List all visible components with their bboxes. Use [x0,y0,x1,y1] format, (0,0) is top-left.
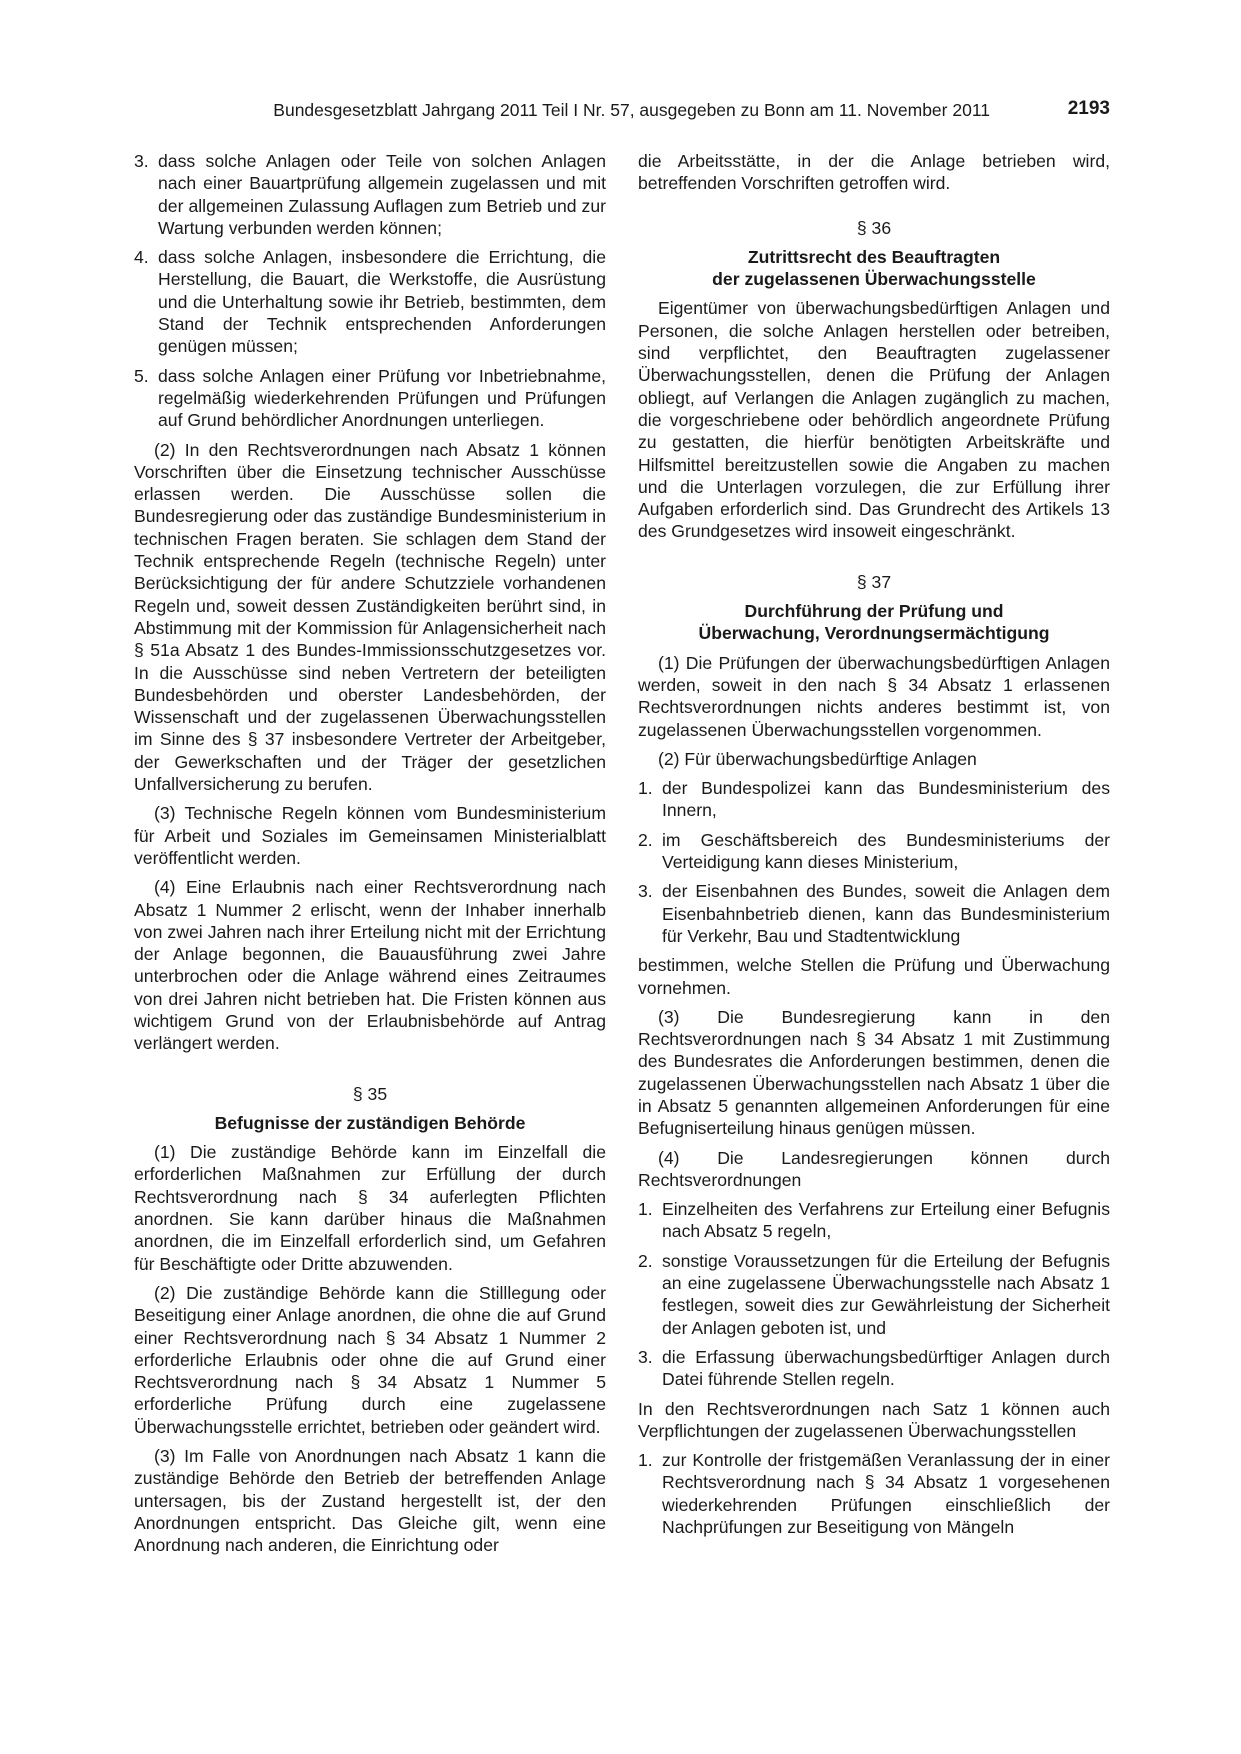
section-number: § 37 [856,571,892,592]
paragraph: (3) Im Falle von Anordnungen nach Absatz 1 kann die zuständige Behörde den Betrieb der betreffenden Anlage untersagen, bis der Zustand hergestellt ist, der den Anordnungen entspricht. Das Gleiche gilt, wenn eine Anordnung nach anderen, die Einrichtung oder [134,1446,606,1556]
list-number: 3. [134,151,149,171]
paragraph: Eigentümer von überwachungsbedürftigen Anlagen und Personen, die solche Anlagen herstellen oder betreiben, sind verpflichtet, den Beauftragten zugelassener Überwachungsstellen, denen die Prüfung der Anlagen obliegt, auf Verlangen die Anlagen zugänglich zu machen, die vorgeschriebene oder behördlich angeordnete Prüfung zu gestatten, die hierfür benötigten Arbeitskräfte und Hilfsmittel bereitzustellen sowie die Angaben zu machen und die Unterlagen vorzulegen, die zur Erfüllung ihrer Aufgaben erforderlich sind. Das Grundrecht des Artikels 13 des Grundgesetzes wird insoweit eingeschränkt. [638,298,1110,542]
paragraph: (4) Die Landesregierungen können durch Rechtsverordnungen [638,1147,1110,1190]
paragraph: (2) Für überwachungsbedürftige Anlagen [658,748,977,769]
list-item [134,150,606,239]
right-column [638,150,1110,1545]
list-number: 1. [638,778,653,799]
list-text: der Eisenbahnen des Bundes, soweit die Anlagen dem Eisenbahnbetrieb dienen, kann das Bundesministerium für Verkehr, Bau und Stadtentwicklung [662,881,1110,946]
paragraph: (2) In den Rechtsverordnungen nach Absatz 1 können Vorschriften über die Einsetzung technischer Ausschüsse erlassen werden. Die Ausschüsse sollen die Bundesregierung oder das zuständige Bundesministerium in technischen Fragen beraten. Sie schlagen dem Stand der Technik entsprechende Regeln (technische Regeln) unter Berücksichtigung der für andere Schutzziele vorhandenen Regeln und, soweit dessen Zuständigkeiten berührt sind, in Abstimmung mit der Kommission für Anlagensicherheit nach § 51a Absatz 1 des Bundes-Immissionsschutzgesetzes vor. In die Ausschüsse sind neben Vertretern der beteiligten Bundesbehörden und oberster Landesbehörden, der Wissenschaft und der zugelassenen Überwachungsstellen im Sinne des § 37 insbesondere Vertreter der Arbeitgeber, der Gewerkschaften und der Träger der gesetzlichen Unfallversicherung zu berufen. [134,439,606,795]
gazette-title: Bundesgesetzblatt Jahrgang 2011 Teil I Nr. 57, ausgegeben zu Bonn am 11. November 2011 [273,100,990,120]
paragraph: (1) Die zuständige Behörde kann im Einzelfall die erforderlichen Maßnahmen zur Erfüllung der durch Rechtsverordnung nach § 34 auferlegten Pflichten anordnen. Sie kann darüber hinaus die Maßnahmen anordnen, die im Einzelfall erforderlich sind, um Gefahren für Beschäftigte oder Dritte abzuwenden. [134,1142,606,1274]
section-title [638,600,1110,645]
paragraph: (3) Technische Regeln können vom Bundesministerium für Arbeit und Soziales im Gemeinsamen Ministerialblatt veröffentlicht werden. [134,803,606,868]
list-item [638,777,1110,822]
list-text: dass solche Anlagen, insbesondere die Errichtung, die Herstellung, die Bauart, die Werkstoffe, die Ausrüstung und die Unterhaltung sowie ihr Betrieb, bestimmten, dem Stand der Technik entsprechenden Anforderungen genügen müssen; [158,247,606,357]
list-text: der Bundespolizei kann das Bundesministerium des Innern, [662,778,1110,821]
paragraph: In den Rechtsverordnungen nach Satz 1 können auch Verpflichtungen der zugelassenen Überwachungsstellen [638,1398,1110,1441]
section-title-line: Durchführung der Prüfung und [744,601,1004,622]
list-text: dass solche Anlagen oder Teile von solchen Anlagen nach einer Bauartprüfung allgemein zugelassen und mit der allgemeinen Zulassung Auflagen zum Betrieb und zur Wartung verbunden werden können; [158,151,606,238]
list-number: 3. [638,1346,653,1367]
left-column [134,150,606,1564]
list-text: die Erfassung überwachungsbedürftiger Anlagen durch Datei führende Stellen regeln. [662,1346,1110,1390]
paragraph: (1) Die Prüfungen der überwachungsbedürftigen Anlagen werden, soweit in den nach § 34 Absatz 1 erlassenen Rechtsverordnungen nichts anderes bestimmt ist, von zugelassenen Überwachungsstellen vorgenommen. [638,652,1110,740]
section-title [638,246,1110,291]
paragraph: bestimmen, welche Stellen die Prüfung und Überwachung vornehmen. [638,955,1110,998]
section-title-line: der zugelassenen Überwachungsstelle [712,269,1036,290]
paragraph: (2) Die zuständige Behörde kann die Stilllegung oder Beseitigung einer Anlage anordnen, die ohne die auf Grund einer Rechtsverordnung nach § 34 Absatz 1 Nummer 2 erforderliche Erlaubnis oder ohne die auf Grund einer Rechtsverordnung nach § 34 Absatz 1 Nummer 5 erforderliche Prüfung durch eine zugelassene Überwachungsstelle errichtet, betrieben oder geändert wird. [134,1282,606,1437]
section-number: § 35 [352,1083,388,1104]
section-number: § 36 [856,217,892,238]
list-item [638,1449,1110,1538]
page-header [134,100,1110,128]
section-title-line: Zutrittsrecht des Beauftragten [747,246,1001,267]
list-number: 1. [638,1450,653,1471]
list-item [638,1250,1110,1339]
section-title-line: Überwachung, Verordnungsermächtigung [698,623,1050,644]
list-text: zur Kontrolle der fristgemäßen Veranlassung der in einer Rechtsverordnung nach § 34 Absatz 1 vorgesehenen wiederkehrenden Prüfungen einschließlich der Nachprüfungen zur Beseitigung von Mängeln [662,1450,1110,1538]
list-number: 3. [638,881,653,902]
list-item [134,365,606,432]
list-text: dass solche Anlagen einer Prüfung vor Inbetriebnahme, regelmäßig wiederkehrenden Prüfungen und Prüfungen auf Grund behördlicher Anordnungen unterliegen. [158,365,606,431]
paragraph: (3) Die Bundesregierung kann in den Rechtsverordnungen nach § 34 Absatz 1 mit Zustimmung des Bundesrates die Anforderungen bestimmen, denen die zugelassenen Überwachungsstellen nach Absatz 1 über die in Absatz 5 genannten allgemeinen Anforderungen für eine Befugniserteilung hinaus genügen müssen. [638,1006,1110,1139]
list-number: 1. [638,1199,653,1220]
section-title: Befugnisse der zuständigen Behörde [214,1112,526,1133]
list-text: im Geschäftsbereich des Bundesministeriums der Verteidigung kann dieses Ministerium, [662,829,1110,873]
list-text: Einzelheiten des Verfahrens zur Erteilung einer Befugnis nach Absatz 5 regeln, [662,1199,1110,1242]
list-text: sonstige Voraussetzungen für die Erteilung der Befugnis an eine zugelassene Überwachungsstelle nach Absatz 1 festlegen, soweit dies zur Gewährleistung der Sicherheit der Anlagen geboten ist, und [662,1250,1110,1338]
list-item [638,829,1110,874]
list-number: 5. [134,365,149,386]
paragraph: (4) Eine Erlaubnis nach einer Rechtsverordnung nach Absatz 1 Nummer 2 erlischt, wenn der Inhaber innerhalb von zwei Jahren nach ihrer Erteilung nicht mit der Errichtung der Anlage begonnen, die Bauausführung zwei Jahre unterbrochen oder die Anlage während eines Zeitraumes von drei Jahren nicht betrieben hat. Die Fristen können aus wichtigem Grund von der Erlaubnisbehörde auf Antrag verlängert werden. [134,877,606,1054]
list-item [638,1346,1110,1391]
list-item [638,880,1110,947]
list-item [134,246,606,357]
page-number: 2193 [1067,98,1110,119]
list-number: 4. [134,247,149,268]
list-number: 2. [638,1250,653,1271]
paragraph-continued: die Arbeitsstätte, in der die Anlage betrieben wird, betreffenden Vorschriften getroffen wird. [638,151,1110,194]
list-item [638,1198,1110,1243]
list-number: 2. [638,829,653,850]
